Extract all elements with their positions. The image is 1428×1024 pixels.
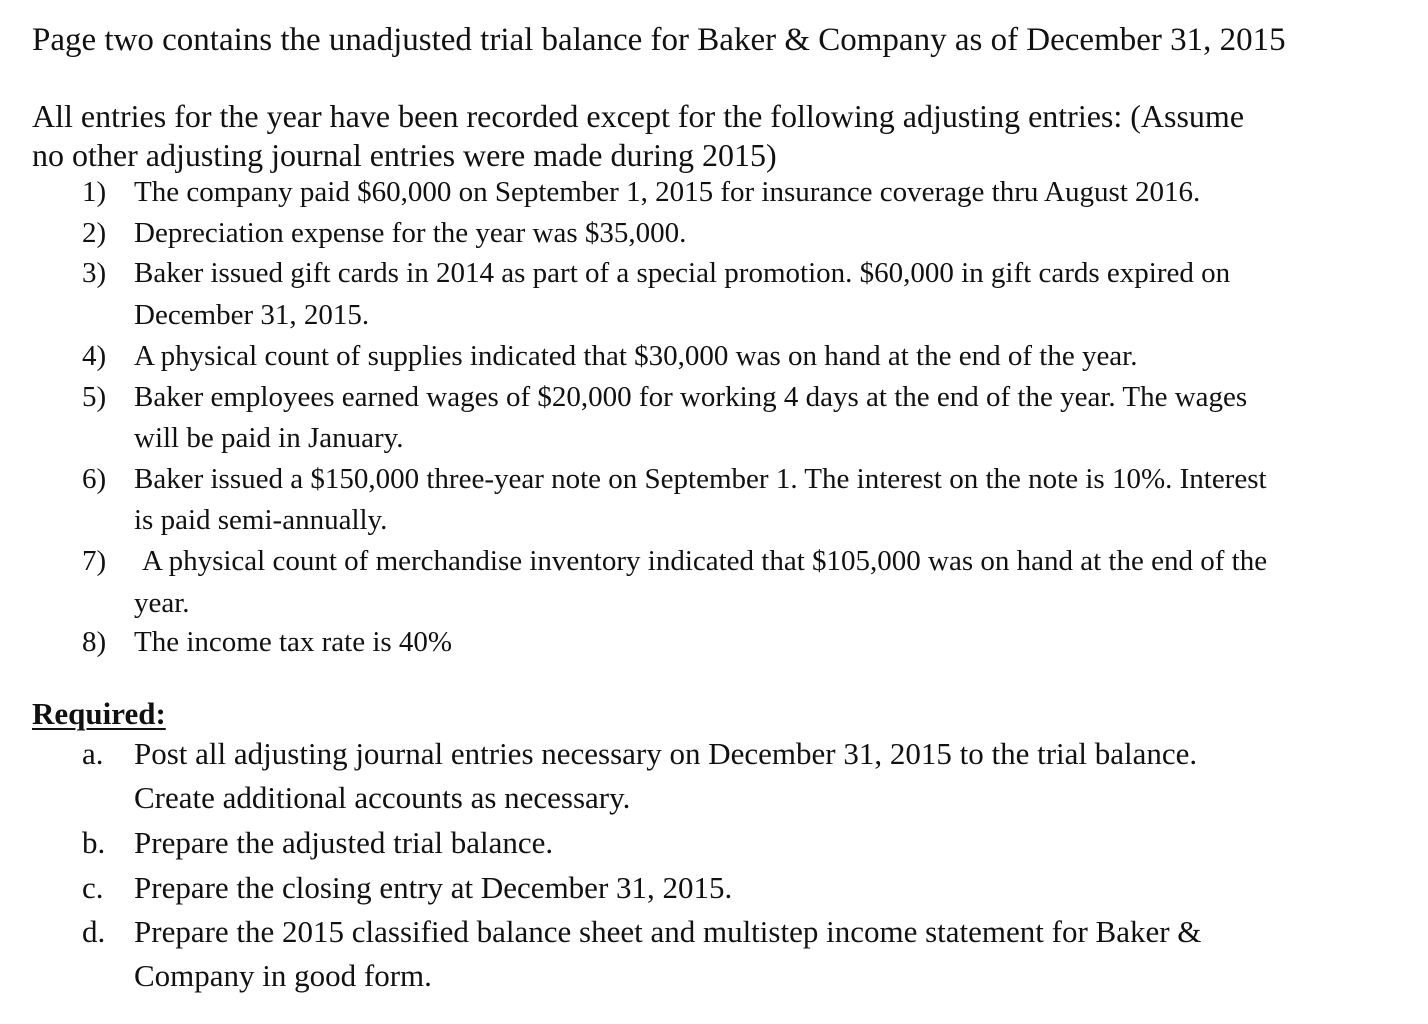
item-text: Baker issued gift cards in 2014 as part of a special promotion. $60,000 in gift cards expired on [134,257,1231,289]
item-text: Prepare the closing entry at December 31, 2015. [134,870,733,905]
item-text: A physical count of supplies indicated that $30,000 was on hand at the end of the year. [134,340,1138,372]
required-heading: Required: [32,696,166,731]
item-text: The company paid $60,000 on September 1, 2015 for insurance coverage thru August 2016. [134,176,1201,208]
item-letter: d. [82,914,106,949]
item-number: 3) [82,257,107,289]
item-text: A physical count of merchandise inventory indicated that $105,000 was on hand at the end of the [142,545,1268,577]
item-number: 5) [82,381,107,413]
item-text: Prepare the 2015 classified balance sheet and multistep income statement for Baker & [134,914,1202,949]
item-letter: c. [82,870,104,905]
item-text-continued: is paid semi-annually. [134,504,388,536]
paragraph-line-2: no other adjusting journal entries were made during 2015) [32,137,777,173]
item-text: Baker employees earned wages of $20,000 for working 4 days at the end of the year. The wages [134,381,1248,413]
item-text-continued: Create additional accounts as necessary. [134,780,631,815]
item-letter: b. [82,825,106,860]
item-text-continued: December 31, 2015. [134,299,370,331]
item-text-continued: will be paid in January. [134,422,404,454]
item-number: 7) [82,545,107,577]
item-text-continued: year. [134,587,190,619]
item-number: 6) [82,463,107,495]
item-text: Baker issued a $150,000 three-year note on September 1. The interest on the note is 10%. Interest [134,463,1267,495]
item-number: 2) [82,217,107,249]
item-letter: a. [82,736,104,771]
item-text: Depreciation expense for the year was $35,000. [134,217,687,249]
item-text-continued: Company in good form. [134,958,432,993]
item-text: Post all adjusting journal entries necessary on December 31, 2015 to the trial balance. [134,736,1198,771]
item-number: 1) [82,176,107,208]
paragraph-line-1: All entries for the year have been recorded except for the following adjusting entries: (Assume [32,98,1245,134]
item-number: 8) [82,626,107,658]
item-text: Prepare the adjusted trial balance. [134,825,554,860]
intro-text: Page two contains the unadjusted trial balance for Baker & Company as of December 31, 2015 [32,22,1286,58]
item-text: The income tax rate is 40% [134,626,453,658]
item-number: 4) [82,340,107,372]
